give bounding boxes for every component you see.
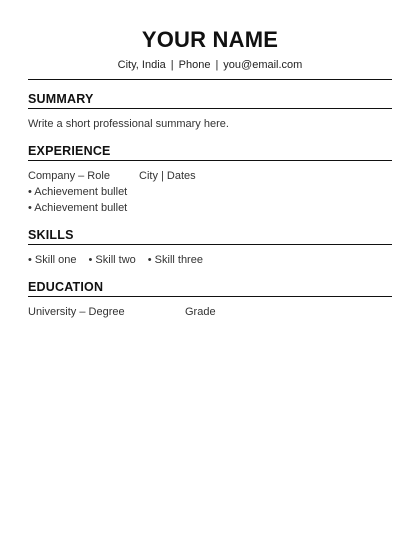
company-role: Company – Role [28, 170, 110, 182]
education-entry [28, 304, 392, 320]
skill-item: • Skill three [147, 254, 203, 266]
contact-phone: Phone [178, 59, 211, 71]
achievement-list [28, 184, 392, 216]
skills-body [28, 252, 392, 268]
university-degree: University – Degree [28, 306, 125, 318]
contact-separator: | [170, 59, 174, 71]
experience-heading: EXPERIENCE [28, 144, 392, 161]
experience-section [28, 144, 392, 216]
skills-section [28, 228, 392, 268]
education-heading: EDUCATION [28, 280, 392, 297]
education-grade: Grade [185, 306, 216, 318]
candidate-name: YOUR NAME [141, 27, 279, 52]
summary-text: Write a short professional summary here. [28, 118, 229, 130]
experience-body [28, 168, 392, 216]
education-section [28, 280, 392, 320]
skill-item: • Skill one [28, 254, 77, 266]
summary-section [28, 92, 392, 132]
skill-item: • Skill two [88, 254, 136, 266]
header-divider [28, 79, 392, 80]
resume-header [28, 0, 392, 80]
summary-body [28, 116, 392, 132]
contact-email: you@email.com [223, 59, 303, 71]
contact-city: City, India [117, 59, 166, 71]
achievement-bullet: • Achievement bullet [28, 186, 128, 198]
skills-heading: SKILLS [28, 228, 392, 245]
contact-separator: | [215, 59, 219, 71]
skills-list [28, 252, 392, 268]
achievement-bullet: • Achievement bullet [28, 202, 128, 214]
city-dates: City | Dates [139, 170, 196, 182]
education-body [28, 304, 392, 320]
summary-heading: SUMMARY [28, 92, 392, 109]
experience-entry-header [28, 168, 392, 184]
contact-line [28, 58, 392, 72]
